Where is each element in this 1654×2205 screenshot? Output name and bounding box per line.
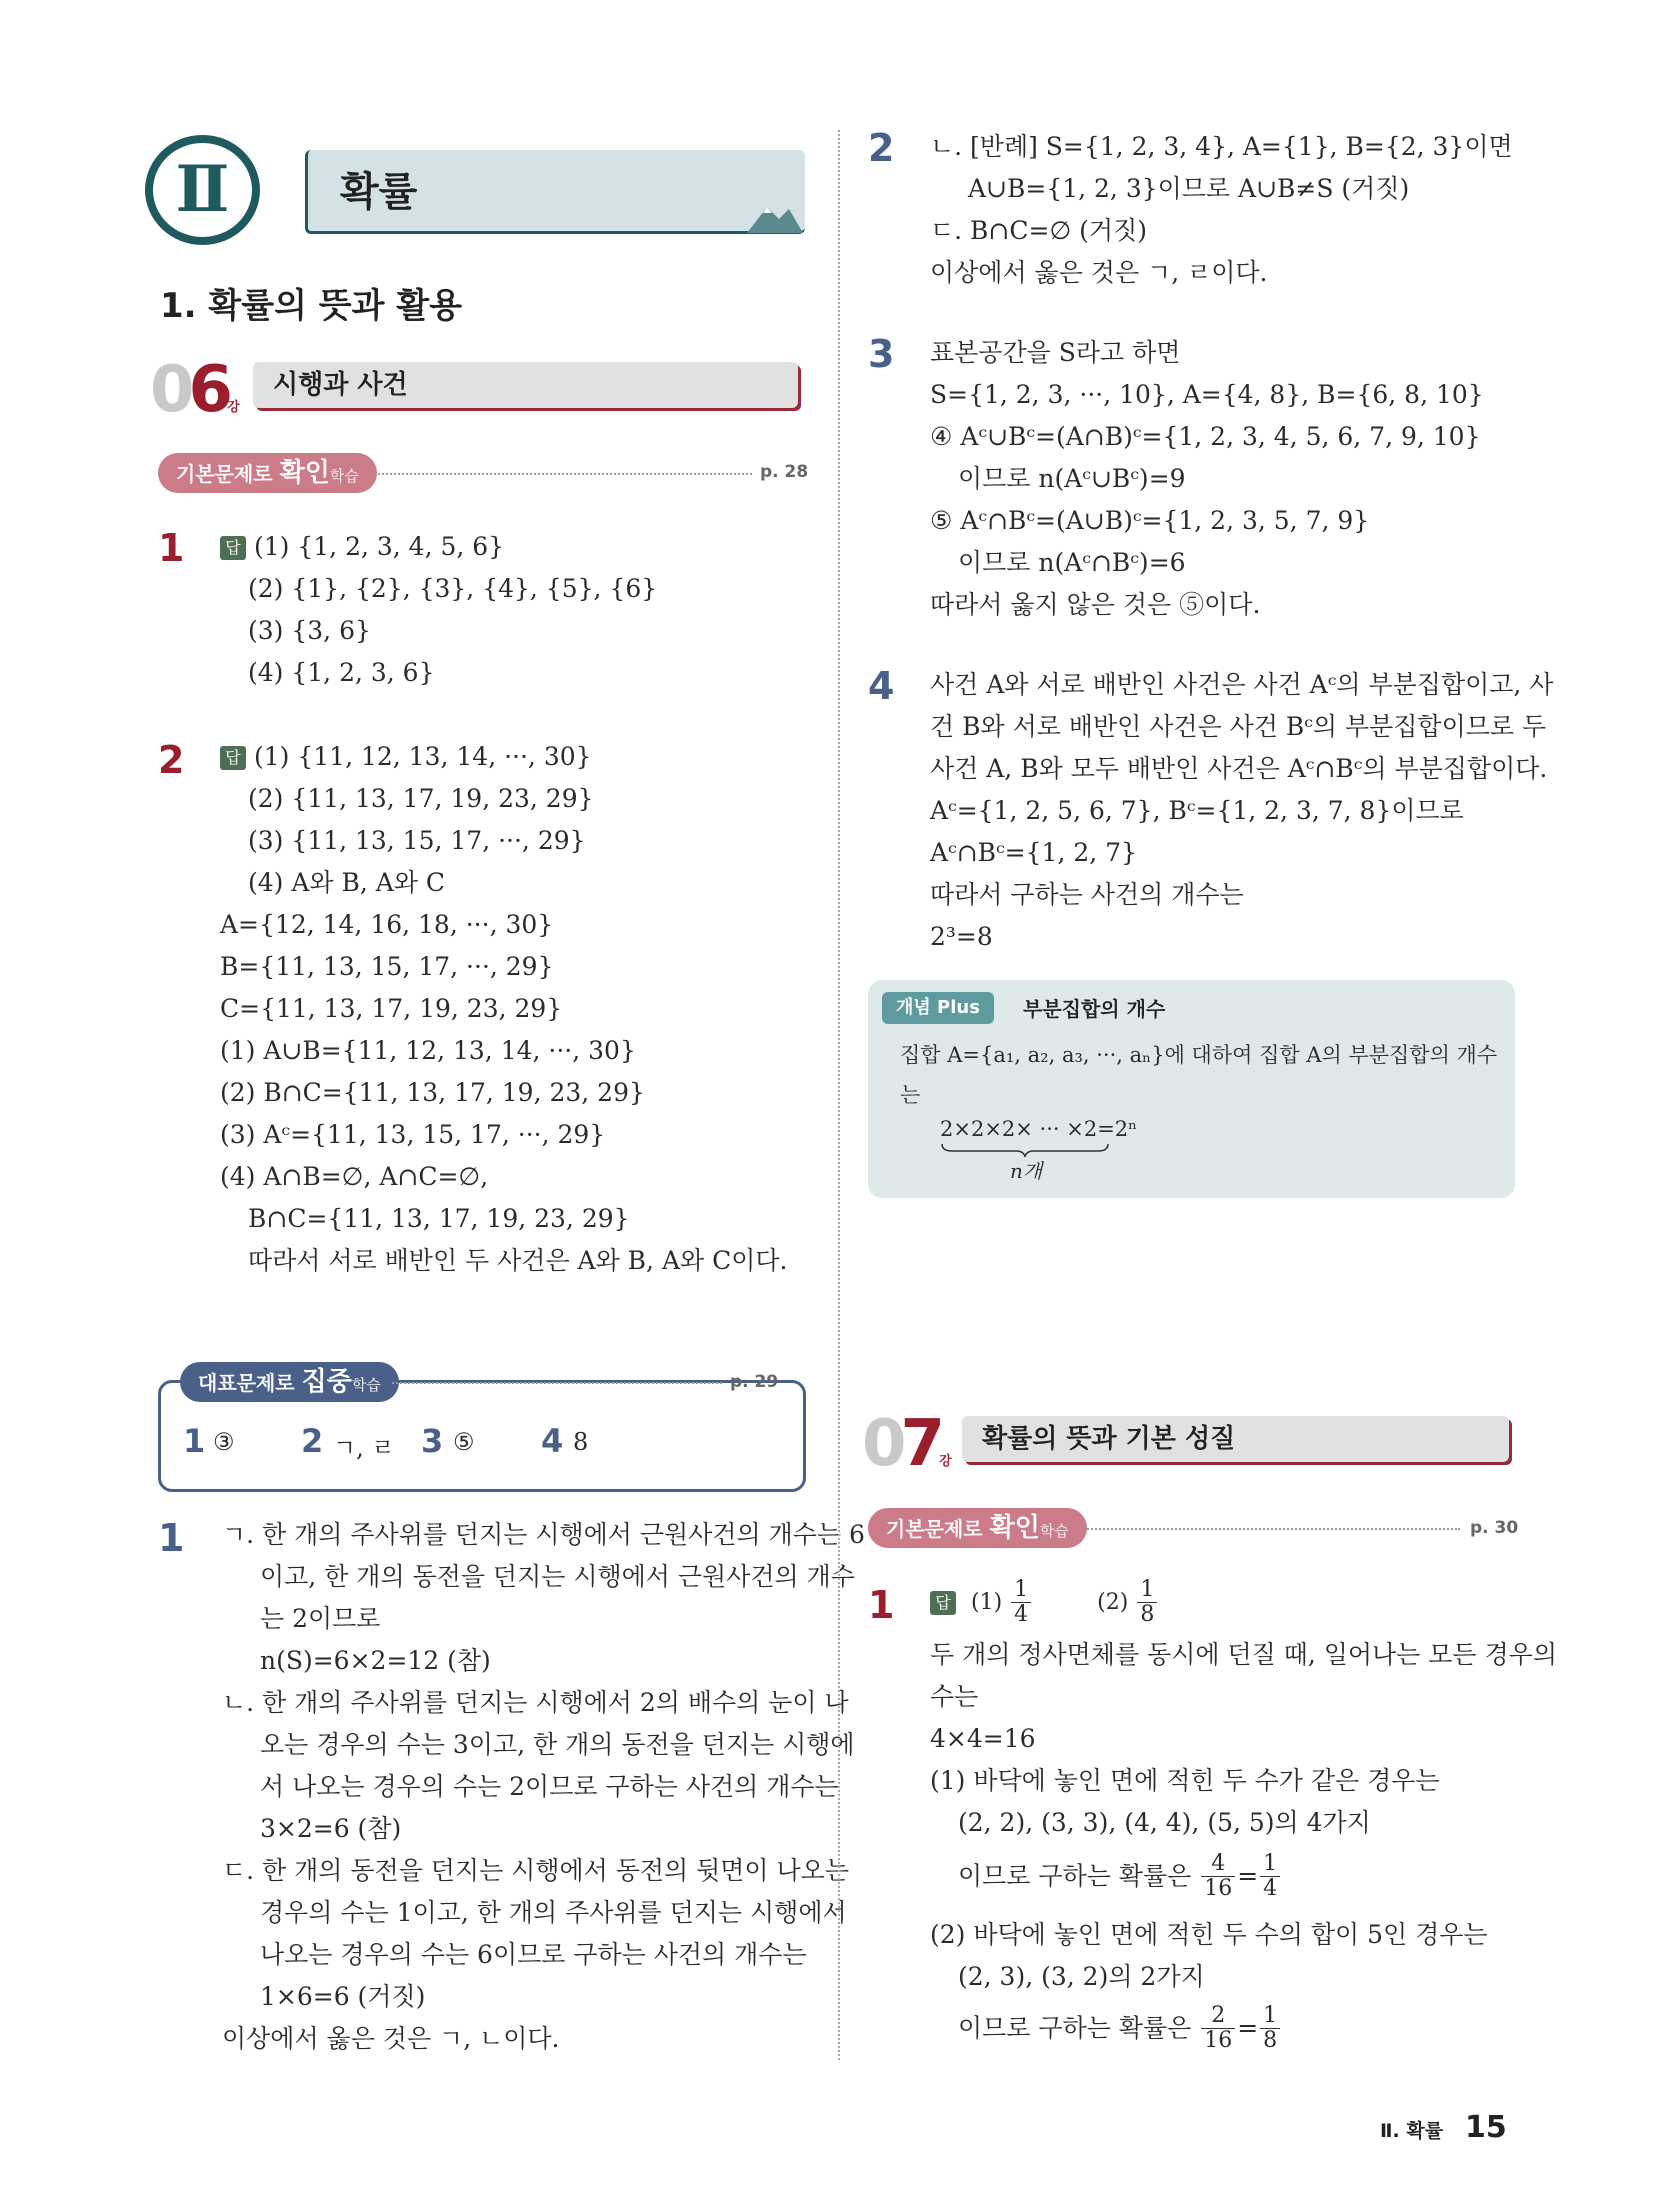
concept-plus-tag: 개념 Plus: [882, 992, 994, 1024]
page-reference: p. 28: [760, 462, 809, 482]
chapter-title: 1. 확률의 뜻과 활용: [160, 286, 462, 326]
problem-number: 1: [158, 526, 185, 570]
lesson-06-number: 06강: [150, 353, 240, 427]
concept-plus-text: 집합 A={a₁, a₂, a₃, ···, aₙ}에 대하여 집합 A의 부분집합의 개수: [900, 1043, 1498, 1067]
problem-number: 4: [868, 664, 895, 708]
concept-plus-text: 는: [900, 1083, 921, 1107]
rep-answer-value: ⑤: [453, 1428, 475, 1456]
unit-title: 확률: [340, 169, 418, 215]
basic-practice-banner: 기본문제로 확인학습: [158, 453, 377, 493]
rep-answer-number: 4: [541, 1422, 564, 1460]
problem-number: 1: [158, 1516, 185, 1560]
problem-number: 1: [868, 1583, 895, 1627]
unit-header: [145, 135, 810, 245]
rep-answer-number: 3: [421, 1422, 444, 1460]
concept-plus-title: 부분집합의 개수: [1023, 997, 1166, 1021]
mountain-illustration: [745, 195, 805, 235]
lesson-06-title: 시행과 사건: [253, 362, 798, 408]
problem-number: 2: [868, 126, 895, 170]
underbrace-label: n개: [1010, 1159, 1043, 1183]
representative-practice-banner: 대표문제로 집중학습: [180, 1362, 399, 1402]
rep-answer-number: 1: [183, 1422, 206, 1460]
page-number: 15: [1465, 2110, 1507, 2145]
rep-answer-value: 8: [573, 1428, 589, 1456]
concept-plus-formula: 2×2×2× ··· ×2=2ⁿ: [940, 1117, 1138, 1141]
basic-practice-banner: 기본문제로 확인학습: [868, 1508, 1087, 1548]
rep-answer-number: 2: [301, 1422, 324, 1460]
unit-numeral-badge: Ⅱ: [145, 135, 260, 245]
lesson-07-number: 07강: [862, 1407, 952, 1481]
footer-label: Ⅱ. 확률: [1380, 2120, 1444, 2142]
underbrace: [940, 1142, 1110, 1158]
fraction: $\frac{1}{8}$: [1137, 1578, 1157, 1627]
answer-badge: 답: [220, 536, 246, 560]
problem-number: 2: [158, 738, 185, 782]
fraction: $\frac{1}{4}$: [1011, 1578, 1031, 1627]
footer: [1380, 2110, 1540, 2145]
problem-number: 3: [868, 332, 895, 376]
answer-badge: 답: [220, 746, 246, 770]
column-divider: [838, 130, 840, 2060]
concept-plus-box: [868, 980, 1515, 1198]
rep-answer-value: ③: [213, 1428, 235, 1456]
page-reference: p. 29: [730, 1372, 779, 1392]
lesson-07-title: 확률의 뜻과 기본 성질: [962, 1416, 1509, 1462]
answer-badge: 답: [930, 1591, 956, 1615]
rep-answer-value: ㄱ, ㄹ: [333, 1434, 395, 1462]
page-reference: p. 30: [1470, 1518, 1519, 1538]
